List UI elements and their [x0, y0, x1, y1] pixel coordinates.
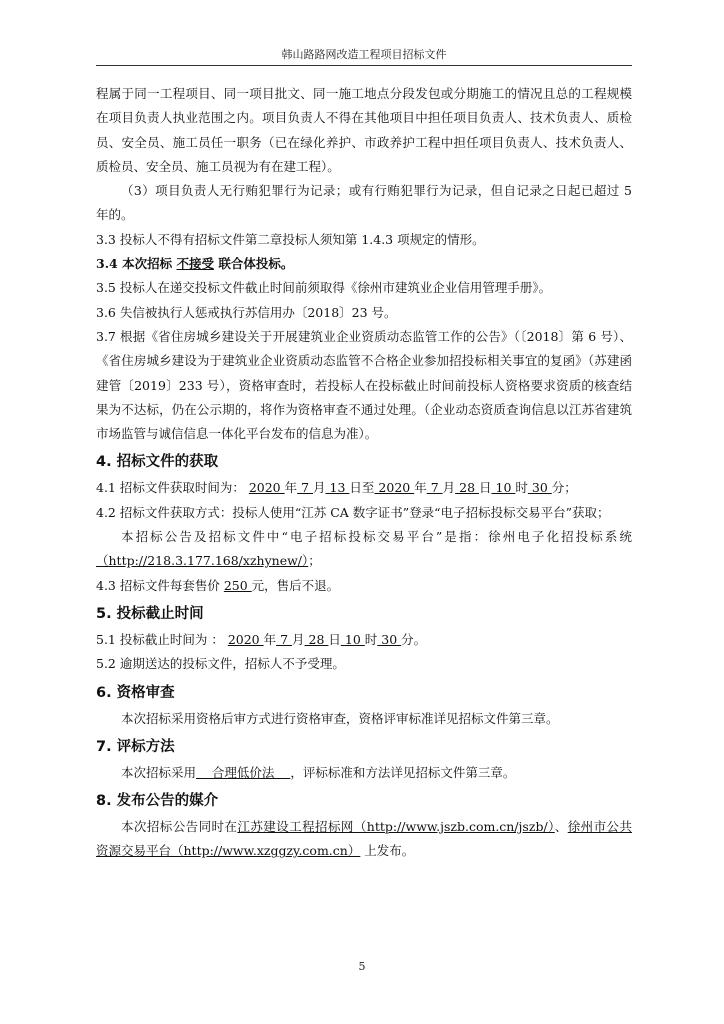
paragraph-bribery-record: （3）项目负责人无行贿犯罪行为记录；或有行贿犯罪行为记录，但自记录之日起已超过 5 年的。 [96, 183, 632, 223]
section-heading-5: 5. 投标截止时间 [96, 605, 204, 622]
clause-3-4: 3.4 本次招标 不接受 联合体投标。 [96, 256, 294, 272]
clause-4-3: 4.3 招标文件每套售价 250 元，售后不退。 [96, 577, 340, 593]
section-heading-8: 8. 发布公告的媒介 [96, 793, 219, 810]
section-heading-7: 7. 评标方法 [96, 738, 175, 755]
paragraph-qualification-review: 本次招标采用资格后审方式进行资格审查，资格评审标准详见招标文件第三章。 [121, 710, 559, 726]
section-heading-4: 4. 招标文件的获取 [96, 454, 219, 471]
section-heading-6: 6. 资格审查 [96, 684, 175, 701]
clause-4-2: 4.2 招标文件获取方式：投标人使用“江苏 CA 数字证书”登录“电子招标投标交易平台”获取； [96, 504, 610, 520]
paragraph-platform-definition: 本招标公告及招标文件中“电子招标投标交易平台”是指：徐州电子化招投标系统（http://218.3.177.168/xzhynew/）； [96, 529, 632, 569]
clause-5-2: 5.2 逾期送达的投标文件，招标人不予受理。 [96, 656, 345, 672]
paragraph-project-manager-rules: 程属于同一工程项目、同一项目批文、同一施工地点分段发包或分期施工的情况且总的工程规模在项目负责人执业范围之内。项目负责人不得在其他项目中担任项目负责人、技术负责人、质检员、安全员、施工员任一职务（已在绿化养护、市政养护工程中担任项目负责人、技术负责人、质检员、安全员、施工员视为有在建工程）。 [96, 86, 632, 174]
header-divider [96, 65, 632, 66]
deadline-day: 28 [304, 631, 329, 647]
end-month: 7 [426, 480, 443, 496]
deadline-year: 2020 [227, 631, 264, 647]
clause-3-6: 3.6 失信被执行人惩戒执行苏信用办〔2018〕23 号。 [96, 304, 397, 320]
deadline-month: 7 [276, 631, 293, 647]
start-year: 2020 [248, 480, 285, 496]
evaluation-method-value: 合理低价法 [196, 764, 291, 780]
clause-3-5: 3.5 投标人在递交投标文件截止时间前须取得《徐州市建筑业企业信用管理手册》。 [96, 280, 552, 296]
deadline-hour: 10 [340, 631, 365, 647]
clause-5-1: 5.1 投标截止时间为 ： 2020 年 7 月 28 日 10 时 30 分。 [96, 631, 427, 647]
clause-4-1: 4.1 招标文件获取时间为： 2020 年 7 月 13 日至 2020 年 7 月 28 日 10 时 30 分； [96, 480, 577, 496]
clause-3-3: 3.3 投标人不得有招标文件第二章投标人须知第 1.4.3 项规定的情形。 [96, 231, 485, 247]
deadline-minute: 30 [377, 631, 402, 647]
platform-link[interactable]: （http://218.3.177.168/xzhynew/） [96, 553, 309, 569]
paragraph-evaluation-method: 本次招标采用 合理低价法 ，评标标准和方法详见招标文件第三章。 [121, 764, 516, 780]
end-day: 28 [455, 480, 479, 496]
end-year: 2020 [374, 480, 415, 496]
xzggzy-link[interactable]: 徐州市公共资源交易平台（http://www.xzggzy.com.cn） [96, 819, 632, 859]
jszb-link[interactable]: 江苏建设工程招标网（http://www.jszb.com.cn/jszb/） [237, 819, 555, 835]
clause-3-7: 3.7 根据《省住房城乡建设关于开展建筑业企业资质动态监管工作的公告》（〔2018〕第 6 号）、《省住房城乡建设为于建筑业企业资质动态监管不合格企业参加招投标相关事宜的复函》（苏建函建管〔2019〕233 号），资格审查时，若投标人在投标截止时间前投标人资格要求资质的核查结果为不达标，仍在公示期的，将作为资格审查不通过处理。（企业动态资质查询信息以江苏省建筑市场监管与诚信信息一体化平台发布的信息为准）。 [96, 328, 632, 442]
document-price: 250 [223, 577, 252, 593]
paragraph-publication-media: 本次招标公告同时在江苏建设工程招标网（http://www.jszb.com.cn/jszb/）、徐州市公共资源交易平台（http://www.xzggzy.com.cn） 上发布。 [96, 819, 632, 859]
consortium-status: 不接受 [176, 256, 214, 272]
document-header: 韩山路路网改造工程项目招标文件 [281, 48, 447, 61]
page-number: 5 [358, 960, 366, 973]
start-month: 7 [297, 480, 314, 496]
end-hour: 10 [491, 480, 516, 496]
document-body [96, 82, 632, 864]
end-minute: 30 [527, 480, 552, 496]
start-day: 13 [325, 480, 350, 496]
